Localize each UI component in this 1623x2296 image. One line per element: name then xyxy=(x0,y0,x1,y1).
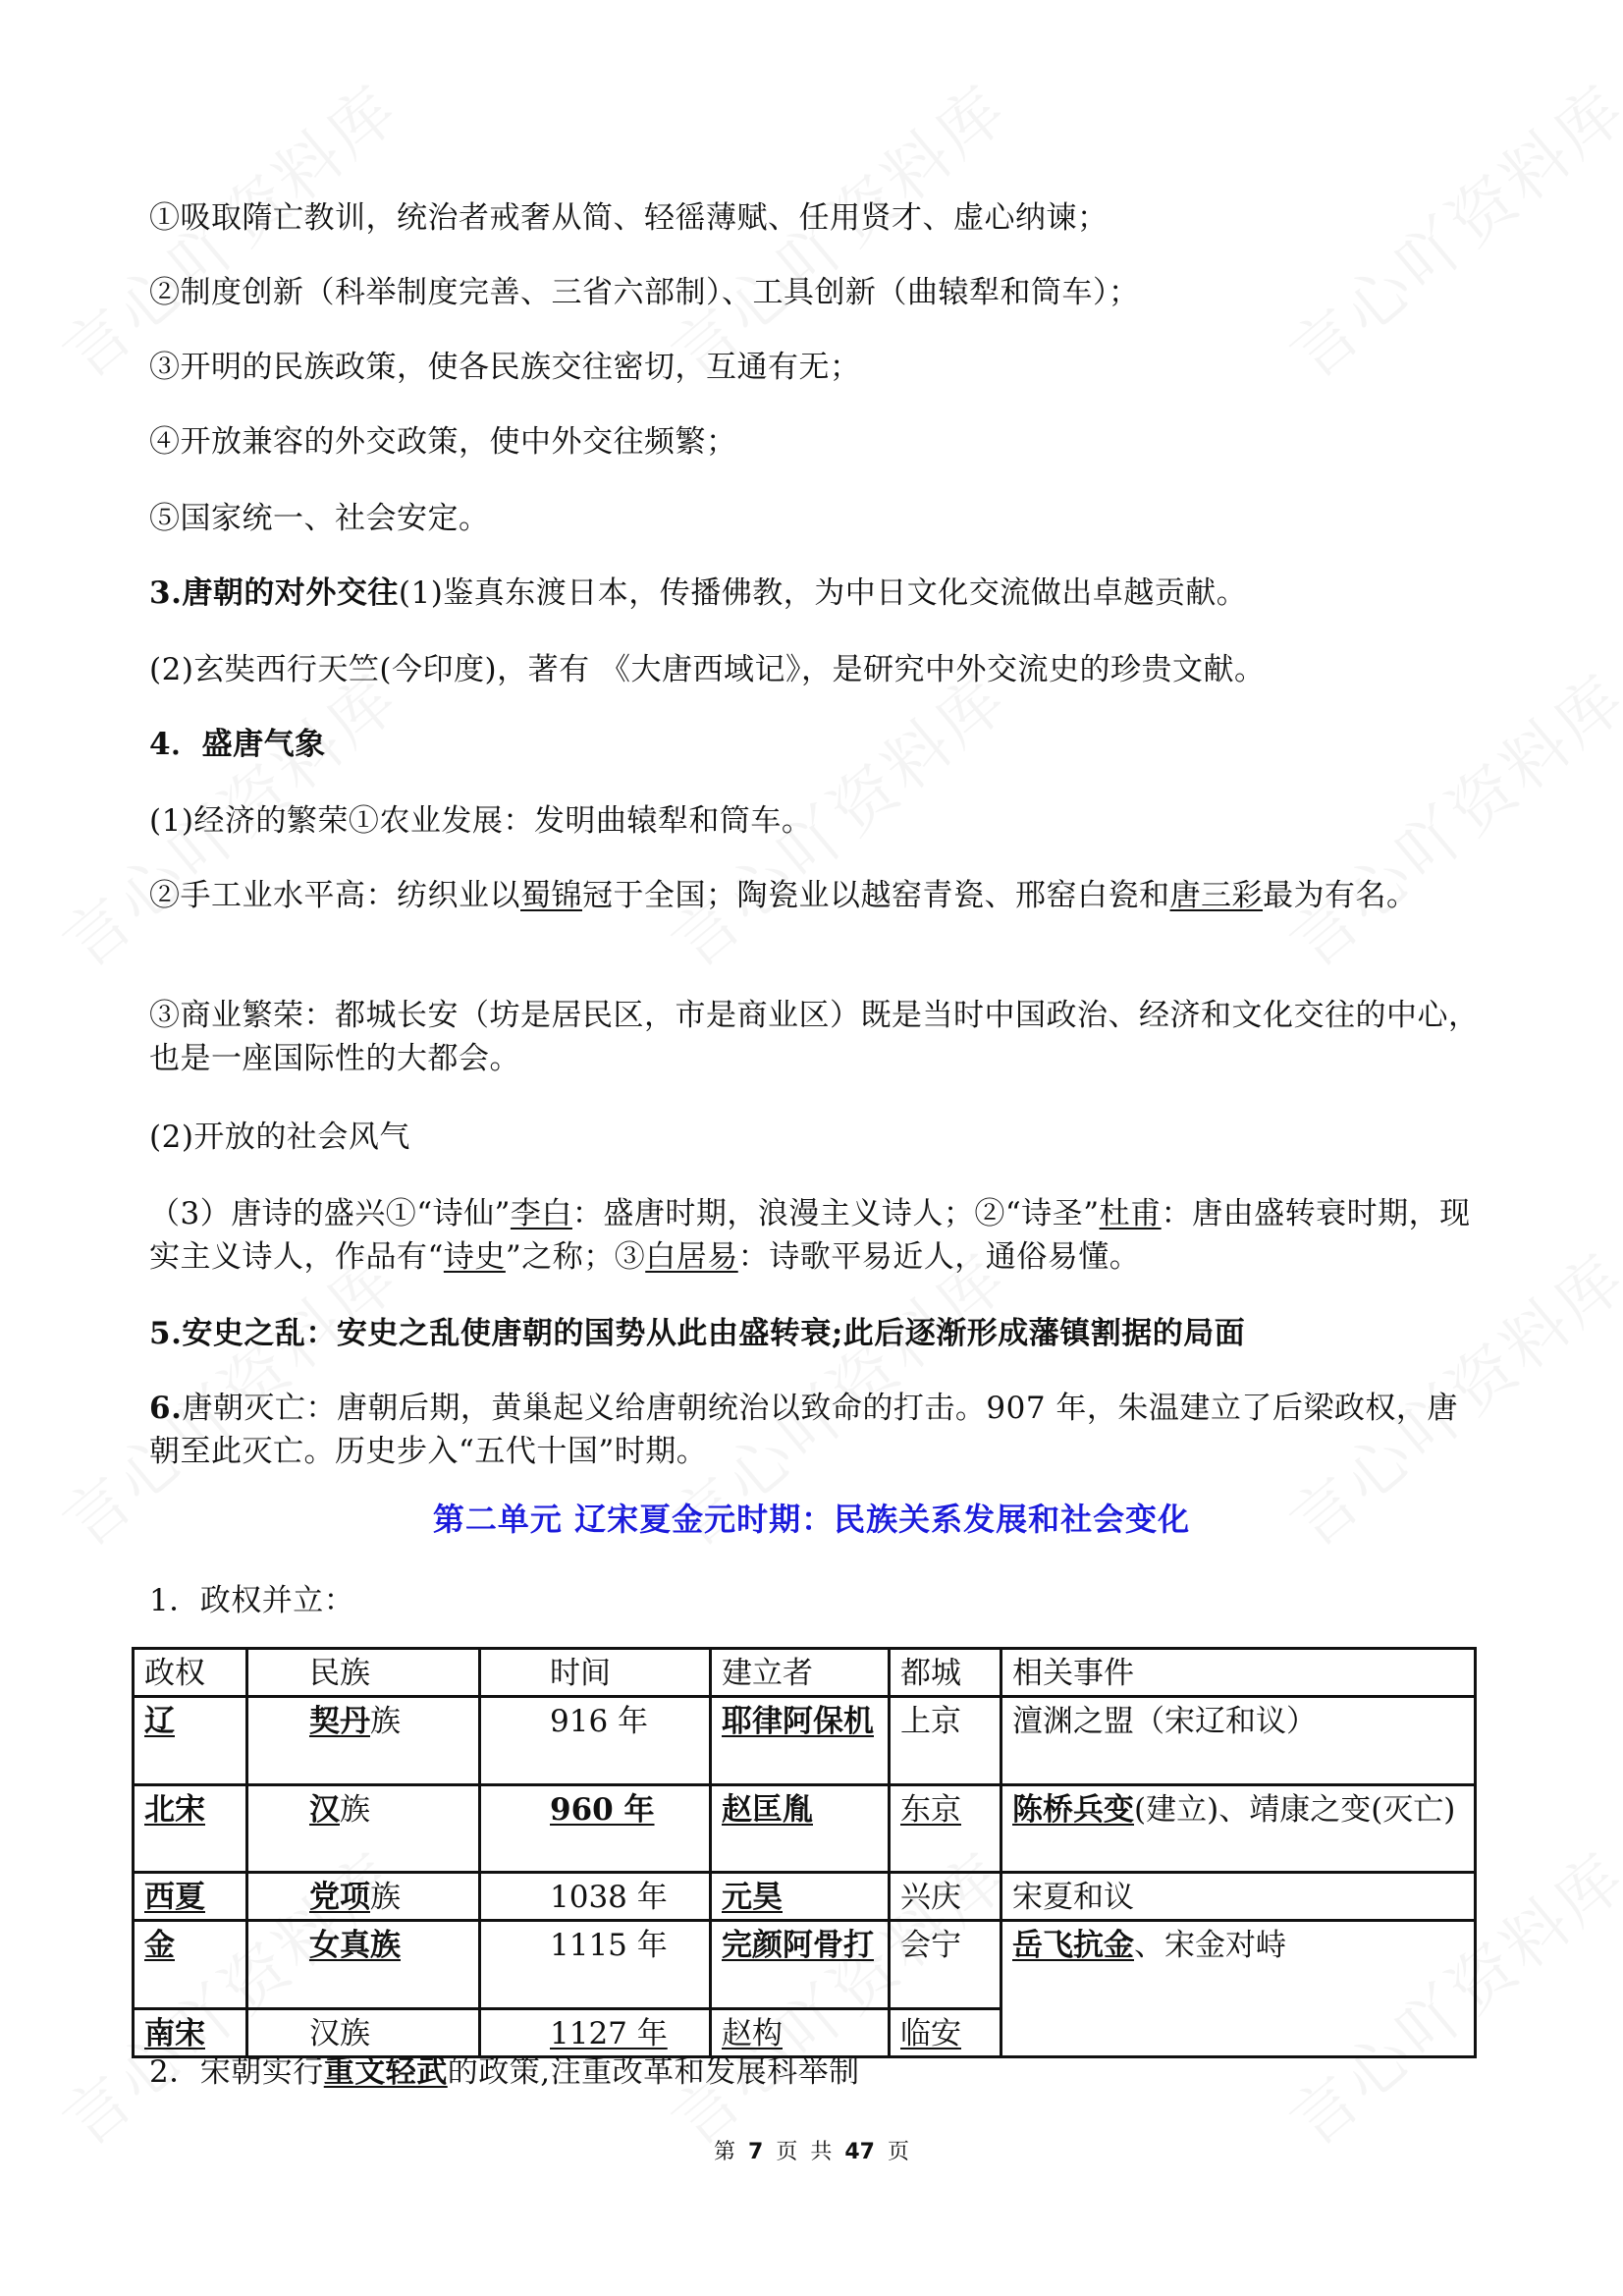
event-underlined: 陈桥兵变 xyxy=(1012,1792,1134,1828)
reason-item-3: ③开明的民族政策，使各民族交往密切，互通有无； xyxy=(149,350,861,385)
text-span: 最为有名。 xyxy=(1263,878,1418,913)
watermark xyxy=(1267,648,1623,985)
text-span: 的政策,注重改革和发展科举制 xyxy=(447,2054,860,2090)
footer-text: 页 xyxy=(887,2140,909,2164)
ethnic-cell xyxy=(247,1873,480,1921)
event-cell: 宋夏和议 xyxy=(1001,1873,1476,1921)
founder-cell: 赵构 xyxy=(711,2009,890,2057)
page-footer xyxy=(0,2135,1623,2165)
regime-cell: 北宋 xyxy=(134,1785,247,1873)
item4-commerce: ③商业繁荣：都城长安（坊是居民区，市是商业区）既是当时中国政治、经济和文化交往的中心，也是一座国际性的大都会。 xyxy=(149,998,1480,1076)
reason-item-5: ⑤国家统一、社会安定。 xyxy=(149,501,490,536)
text-span: （3）唐诗的盛兴①“诗仙” xyxy=(149,1196,511,1231)
underlined-term: 诗史 xyxy=(443,1239,506,1275)
underlined-term: 杜甫 xyxy=(1099,1196,1162,1231)
text-span: 冠于全国；陶瓷业以越窑青瓷、邢窑白瓷和 xyxy=(582,878,1170,913)
regime-cell: 南宋 xyxy=(134,2009,247,2057)
ethnic-cell xyxy=(247,1697,480,1785)
unit-heading: 第二单元 辽宋夏金元时期：民族关系发展和社会变化 xyxy=(432,1501,1191,1538)
ethnic-rest: 族 xyxy=(370,1704,401,1739)
time-cell: 1038 年 xyxy=(480,1873,711,1921)
text-span: ：唐由盛转衰时期，现实主义诗人，作品有“ xyxy=(149,1196,1471,1275)
ethnic-rest: 族 xyxy=(370,1880,401,1915)
regime-cell: 金 xyxy=(134,1921,247,2009)
time-cell: 1115 年 xyxy=(480,1921,711,2009)
header-cell: 民族 xyxy=(247,1649,480,1697)
capital-cell: 兴庆 xyxy=(890,1873,1001,1921)
reason-item-1: ①吸取隋亡教训，统治者戒奢从简、轻徭薄赋、任用贤才、虚心纳谏； xyxy=(149,200,1109,236)
time-cell: 1127 年 xyxy=(480,2009,711,2057)
page-total: 47 xyxy=(844,2140,875,2164)
foreign-relations-paragraph xyxy=(149,572,1247,615)
capital-cell: 上京 xyxy=(890,1697,1001,1785)
text-span: ”之称；③ xyxy=(505,1239,646,1275)
regimes-table xyxy=(132,1647,1477,2058)
underlined-term: 蜀锦 xyxy=(520,878,582,913)
ethnic-underlined: 汉 xyxy=(309,1792,340,1828)
underlined-term: 重文轻武 xyxy=(323,2054,448,2090)
watermark xyxy=(1267,59,1623,396)
item3-point1: (1)鉴真东渡日本，传播佛教，为中日文化交流做出卓越贡献。 xyxy=(398,575,1248,611)
item4-handicraft xyxy=(149,874,1485,917)
table-row xyxy=(134,1697,1476,1785)
header-cell: 政权 xyxy=(134,1649,247,1697)
table-header-row xyxy=(134,1649,1476,1697)
event-rest: 、宋金对峙 xyxy=(1134,1928,1286,1963)
reason-item-4: ④开放兼容的外交政策，使中外交往频繁； xyxy=(149,424,737,460)
item6-num: 6. xyxy=(149,1391,183,1426)
event-cell: 澶渊之盟（宋辽和议） xyxy=(1001,1697,1476,1785)
item4-society: (2)开放的社会风气 xyxy=(149,1120,410,1155)
underlined-term: 唐三彩 xyxy=(1169,878,1263,913)
underlined-term: 白居易 xyxy=(645,1239,738,1275)
text-span: ：诗歌平易近人，通俗易懂。 xyxy=(737,1239,1141,1275)
ethnic-cell xyxy=(247,1785,480,1873)
event-underlined: 岳飞抗金 xyxy=(1012,1928,1134,1963)
text-span: ：盛唐时期，浪漫主义诗人；②“诗圣” xyxy=(571,1196,1100,1231)
regime-cell: 西夏 xyxy=(134,1873,247,1921)
item4-economy: (1)经济的繁荣①农业发展：发明曲辕犁和筒车。 xyxy=(149,803,813,839)
song-policy-line xyxy=(149,2050,860,2094)
time-cell: 916 年 xyxy=(480,1697,711,1785)
item4-poetry xyxy=(149,1192,1485,1279)
footer-text: 页 共 xyxy=(776,2140,833,2164)
founder-cell: 完颜阿骨打 xyxy=(711,1921,890,2009)
table-row xyxy=(134,1785,1476,1873)
ethnic-cell xyxy=(247,1921,480,2009)
capital-cell: 临安 xyxy=(890,2009,1001,2057)
time-cell: 960 年 xyxy=(480,1785,711,1873)
regimes-title: 1．政权并立： xyxy=(149,1583,355,1618)
event-rest: (建立)、靖康之变(灭亡) xyxy=(1134,1792,1456,1828)
event-cell xyxy=(1001,1785,1476,1873)
capital-cell: 东京 xyxy=(890,1785,1001,1873)
item6-text: 唐朝灭亡：唐朝后期，黄巢起义给唐朝统治以致命的打击。907 年，朱温建立了后梁政权，唐朝至此灭亡。历史步入“五代十国”时期。 xyxy=(149,1391,1458,1469)
item4-title: 4．盛唐气象 xyxy=(149,727,326,762)
header-cell: 建立者 xyxy=(711,1649,890,1697)
ethnic-rest: 汉族 xyxy=(309,2016,370,2051)
text-span: 2．宋朝实行 xyxy=(149,2054,324,2090)
ethnic-underlined: 党项 xyxy=(309,1880,370,1915)
founder-cell: 耶律阿保机 xyxy=(711,1697,890,1785)
founder-cell: 元昊 xyxy=(711,1873,890,1921)
footer-text: 第 xyxy=(714,2140,736,2164)
regime-cell: 辽 xyxy=(134,1697,247,1785)
capital-cell: 会宁 xyxy=(890,1921,1001,2009)
item6-tang-fall xyxy=(149,1387,1485,1473)
item3-title: 3.唐朝的对外交往 xyxy=(149,575,399,611)
header-cell: 时间 xyxy=(480,1649,711,1697)
header-cell: 相关事件 xyxy=(1001,1649,1476,1697)
table-row xyxy=(134,1873,1476,1921)
ethnic-underlined: 契丹 xyxy=(309,1704,370,1739)
text-span: ②手工业水平高：纺织业以 xyxy=(149,878,520,913)
ethnic-underlined: 女真族 xyxy=(309,1928,401,1963)
header-cell: 都城 xyxy=(890,1649,1001,1697)
founder-cell: 赵匡胤 xyxy=(711,1785,890,1873)
item3-point2: (2)玄奘西行天竺(今印度)，著有 《大唐西域记》，是研究中外交流史的珍贵文献。 xyxy=(149,652,1266,687)
table-row xyxy=(134,1921,1476,2009)
underlined-term: 李白 xyxy=(510,1196,572,1231)
page-number: 7 xyxy=(748,2140,764,2164)
ethnic-rest: 族 xyxy=(340,1792,370,1828)
event-cell xyxy=(1001,1921,1476,2057)
item5-an-shi-rebellion: 5.安史之乱：安史之乱使唐朝的国势从此由盛转衰;此后逐渐形成藩镇割据的局面 xyxy=(149,1316,1246,1351)
reason-item-2: ②制度创新（科举制度完善、三省六部制）、工具创新（曲辕犁和筒车）； xyxy=(149,275,1140,310)
